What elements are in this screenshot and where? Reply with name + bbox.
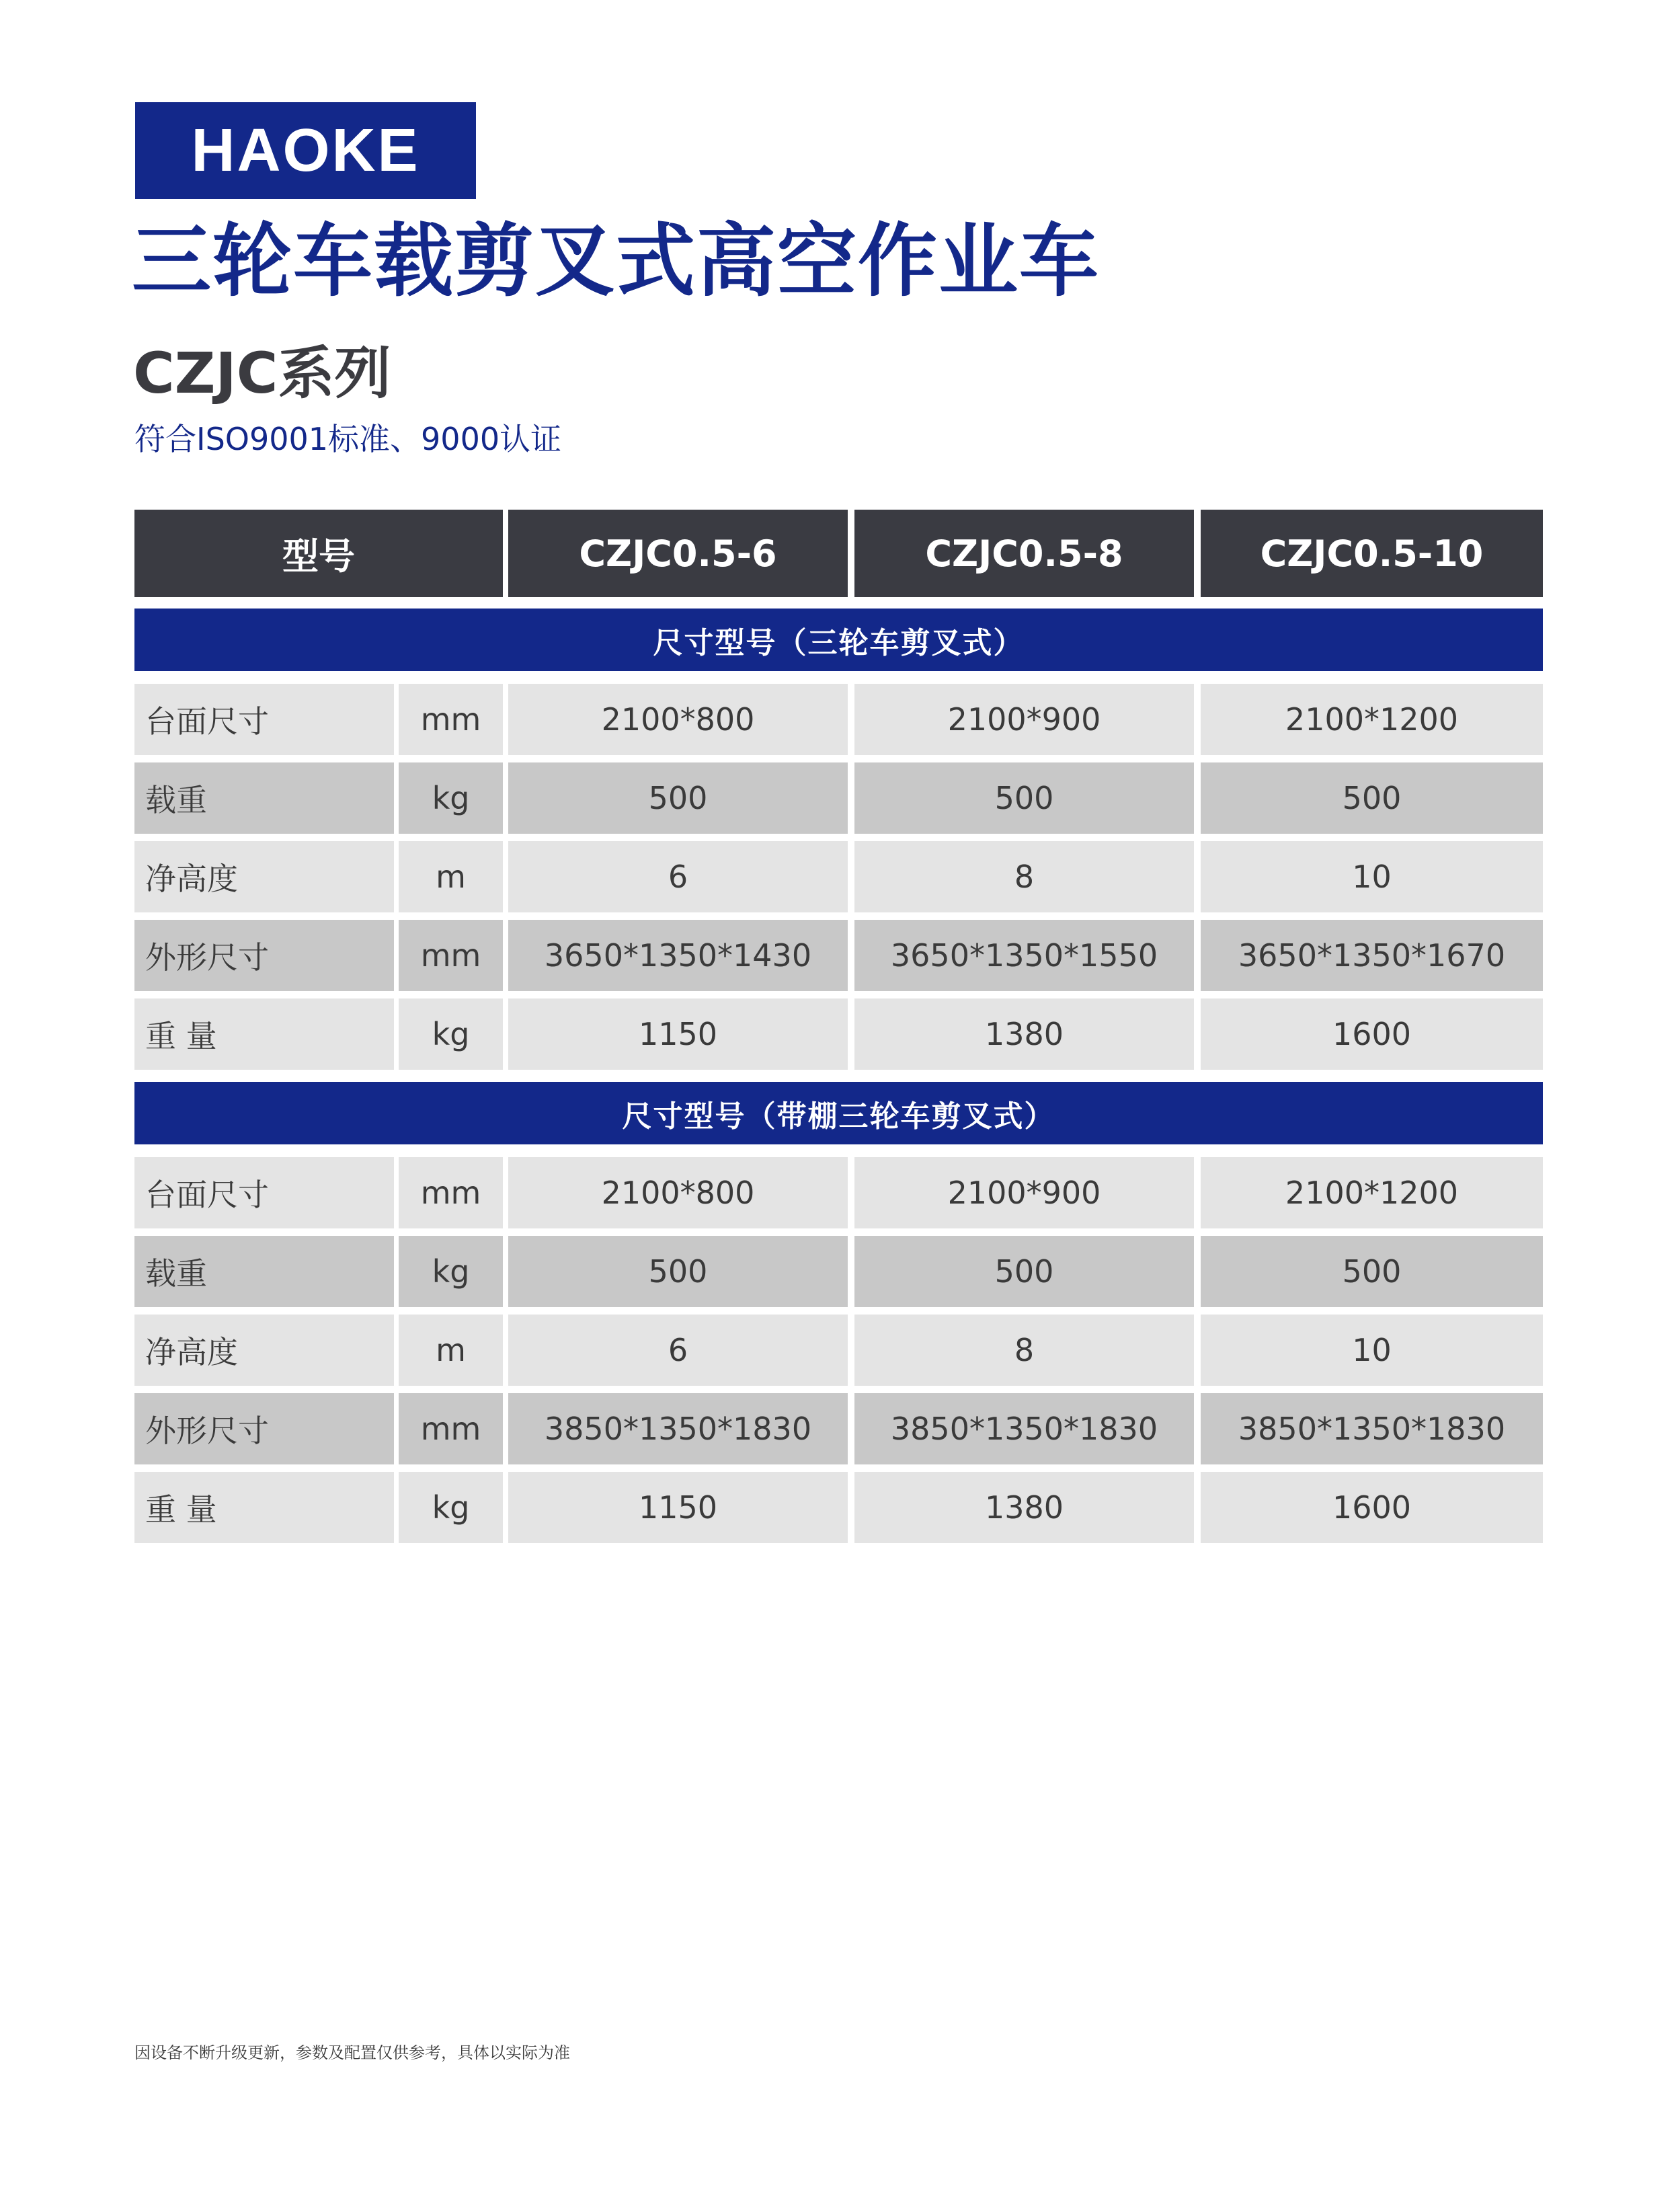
table-row [134, 1393, 1543, 1464]
row-name: 净高度 [134, 1315, 394, 1386]
table-row [134, 1472, 1543, 1543]
haoke-logo: HAOKE [135, 102, 476, 199]
row-value: 10 [1201, 841, 1543, 912]
row-value: 3650*1350*1670 [1201, 920, 1543, 991]
disclaimer-footnote: 因设备不断升级更新，参数及配置仅供参考，具体以实际为准 [134, 2043, 570, 2062]
series-heading: CZJC系列 [133, 340, 391, 406]
row-value: 8 [854, 1315, 1194, 1386]
table-header-row [134, 510, 1543, 597]
row-value: 6 [508, 1315, 848, 1386]
row-value: 500 [1201, 762, 1543, 834]
header-model-1: CZJC0.5-6 [508, 510, 848, 597]
row-name: 载重 [134, 1236, 394, 1307]
header-model-2: CZJC0.5-8 [854, 510, 1194, 597]
row-unit: m [399, 841, 503, 912]
row-unit: m [399, 1315, 503, 1386]
row-unit: mm [399, 684, 503, 755]
row-value: 10 [1201, 1315, 1543, 1386]
row-value: 1150 [508, 998, 848, 1070]
row-value: 500 [854, 1236, 1194, 1307]
row-value: 8 [854, 841, 1194, 912]
row-value: 1150 [508, 1472, 848, 1543]
row-unit: kg [399, 998, 503, 1070]
row-unit: mm [399, 920, 503, 991]
row-name: 外形尺寸 [134, 1393, 394, 1464]
spec-table [134, 510, 1543, 1528]
row-unit: kg [399, 1472, 503, 1543]
section-title-tricycle: 尺寸型号（三轮车剪叉式） [134, 609, 1543, 671]
header-model-3: CZJC0.5-10 [1201, 510, 1543, 597]
section-title-canopy-tricycle: 尺寸型号（带棚三轮车剪叉式） [134, 1082, 1543, 1144]
table-row [134, 841, 1543, 912]
row-value: 2100*1200 [1201, 684, 1543, 755]
row-value: 1600 [1201, 1472, 1543, 1543]
row-value: 1380 [854, 998, 1194, 1070]
row-name: 台面尺寸 [134, 1157, 394, 1228]
row-name: 台面尺寸 [134, 684, 394, 755]
row-unit: kg [399, 1236, 503, 1307]
row-value: 500 [854, 762, 1194, 834]
row-name: 净高度 [134, 841, 394, 912]
row-value: 500 [1201, 1236, 1543, 1307]
row-value: 2100*1200 [1201, 1157, 1543, 1228]
row-value: 3850*1350*1830 [1201, 1393, 1543, 1464]
certification-subtitle: 符合ISO9001标准、9000认证 [134, 421, 562, 457]
table-row [134, 998, 1543, 1070]
table-row [134, 762, 1543, 834]
header-model-label: 型号 [134, 510, 503, 597]
row-unit: mm [399, 1157, 503, 1228]
table-row [134, 920, 1543, 991]
row-name: 外形尺寸 [134, 920, 394, 991]
page-title: 三轮车载剪叉式高空作业车 [132, 214, 1101, 307]
table-row [134, 1315, 1543, 1386]
row-name: 载重 [134, 762, 394, 834]
row-value: 2100*900 [854, 1157, 1194, 1228]
row-unit: kg [399, 762, 503, 834]
row-value: 3850*1350*1830 [508, 1393, 848, 1464]
row-value: 500 [508, 1236, 848, 1307]
row-unit: mm [399, 1393, 503, 1464]
row-value: 3650*1350*1550 [854, 920, 1194, 991]
row-value: 2100*900 [854, 684, 1194, 755]
row-value: 1600 [1201, 998, 1543, 1070]
row-value: 2100*800 [508, 684, 848, 755]
table-row [134, 1157, 1543, 1228]
row-value: 3850*1350*1830 [854, 1393, 1194, 1464]
row-value: 1380 [854, 1472, 1194, 1543]
row-value: 6 [508, 841, 848, 912]
row-value: 500 [508, 762, 848, 834]
row-value: 2100*800 [508, 1157, 848, 1228]
row-name: 重 量 [134, 1472, 394, 1543]
row-value: 3650*1350*1430 [508, 920, 848, 991]
table-row [134, 684, 1543, 755]
table-row [134, 1236, 1543, 1307]
row-name: 重 量 [134, 998, 394, 1070]
